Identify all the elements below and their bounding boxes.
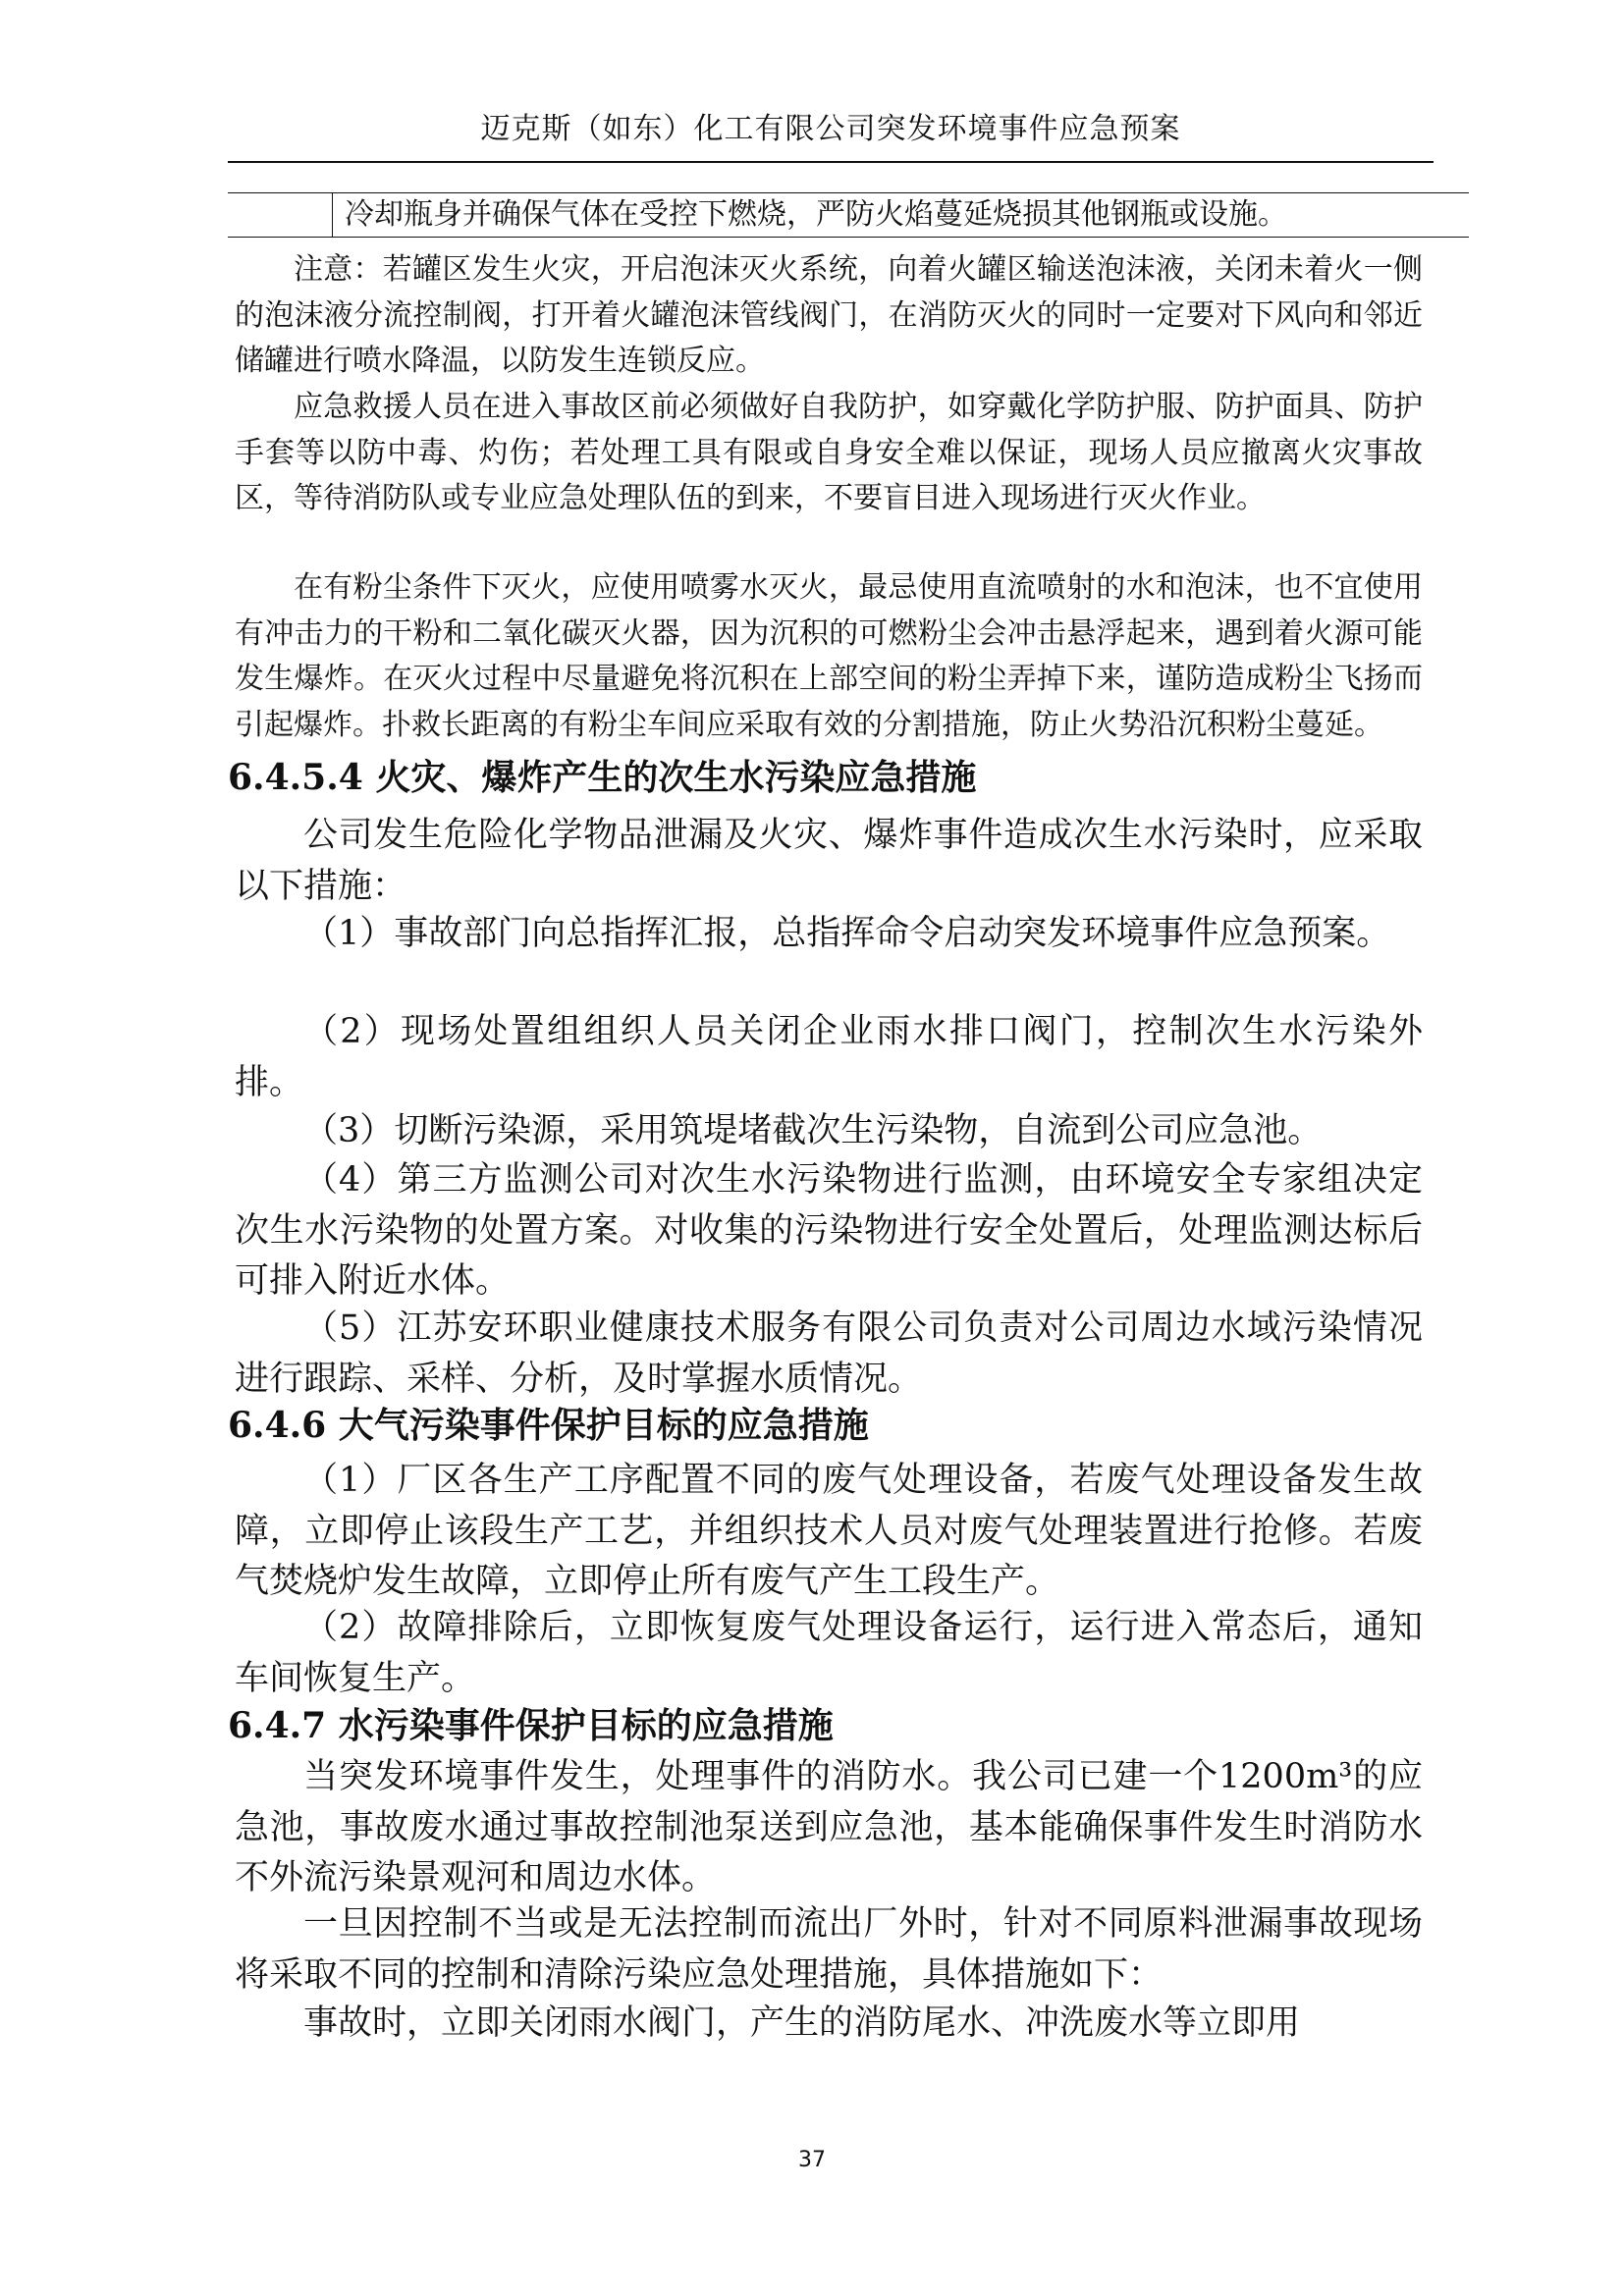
table-empty-cell — [228, 193, 332, 237]
table-text-cell: 冷却瓶身并确保气体在受控下燃烧，严防火焰蔓延烧损其他钢瓶或设施。 — [332, 193, 1469, 237]
section-6454-intro: 公司发生危险化学物品泄漏及火灾、爆炸事件造成次生水污染时，应采取以下措施： — [235, 816, 1423, 906]
section-heading-646: 6.4.6 大气污染事件保护目标的应急措施 — [228, 1405, 869, 1446]
section-647-paragraph-1: 当突发环境事件发生，处理事件的消防水。我公司已建一个1200m³的应急池，事故废水通过事故控制池泵送到应急池，基本能确保事件发生时消防水不外流污染景观河和周边水体。 — [235, 1757, 1423, 1897]
table-fragment-row — [228, 192, 1469, 238]
section-6454-item-2: （2）现场处置组组织人员关闭企业雨水排口阀门，控制次生水污染外排。 — [235, 1012, 1423, 1102]
note-paragraph: 注意：若罐区发生火灾，开启泡沫灭火系统，向着火罐区输送泡沫液，关闭未着火一侧的泡沫液分流控制阀，打开着火罐泡沫管线阀门，在消防灭火的同时一定要对下风向和邻近储罐进行喷水降温，以防发生连锁反应。 — [235, 252, 1423, 378]
section-6454-item-5: （5）江苏安环职业健康技术服务有限公司负责对公司周边水域污染情况进行跟踪、采样、分析，及时掌握水质情况。 — [235, 1308, 1423, 1399]
section-646-item-2: （2）故障排除后，立即恢复废气处理设备运行，运行进入常态后，通知车间恢复生产。 — [235, 1608, 1423, 1698]
section-647-paragraph-3: 事故时，立即关闭雨水阀门，产生的消防尾水、冲洗废水等立即用 — [303, 2003, 1301, 2043]
page-number: 37 — [798, 2148, 826, 2172]
section-heading-647: 6.4.7 水污染事件保护目标的应急措施 — [228, 1705, 834, 1746]
section-6454-item-1: （1）事故部门向总指挥汇报，总指挥命令启动突发环境事件应急预案。 — [303, 914, 1391, 953]
dust-paragraph: 在有粉尘条件下灭火，应使用喷雾水灭火，最忌使用直流喷射的水和泡沫，也不宜使用有冲击力的干粉和二氧化碳灭火器，因为沉积的可燃粉尘会冲击悬浮起来，遇到着火源可能发生爆炸。在灭火过程中尽量避免将沉积在上部空间的粉尘弄掉下来，谨防造成粉尘飞扬而引起爆炸。扑救长距离的有粉尘车间应采取有效的分割措施，防止火势沿沉积粉尘蔓延。 — [235, 570, 1423, 742]
section-6454-item-3: （3）切断污染源，采用筑堤堵截次生污染物，自流到公司应急池。 — [303, 1111, 1323, 1150]
section-646-item-1: （1）厂区各生产工序配置不同的废气处理设备，若废气处理设备发生故障，立即停止该段生产工艺，并组织技术人员对废气处理装置进行抢修。若废气焚烧炉发生故障，立即停止所有废气产生工段生产。 — [235, 1461, 1423, 1601]
section-647-paragraph-2: 一旦因控制不当或是无法控制而流出厂外时，针对不同原料泄漏事故现场将采取不同的控制和清除污染应急处理措施，具体措施如下： — [235, 1904, 1423, 1995]
section-6454-item-4: （4）第三方监测公司对次生水污染物进行监测，由环境安全专家组决定次生水污染物的处置方案。对收集的污染物进行安全处置后，处理监测达标后可排入附近水体。 — [235, 1160, 1423, 1301]
section-heading-6454: 6.4.5.4 火灾、爆炸产生的次生水污染应急措施 — [228, 757, 977, 798]
rescue-paragraph: 应急救援人员在进入事故区前必须做好自我防护，如穿戴化学防护服、防护面具、防护手套等以防中毒、灼伤；若处理工具有限或自身安全难以保证，现场人员应撤离火灾事故区，等待消防队或专业应急处理队伍的到来，不要盲目进入现场进行灭火作业。 — [235, 390, 1423, 515]
page-header: 迈克斯（如东）化工有限公司突发环境事件应急预案 — [228, 110, 1434, 163]
